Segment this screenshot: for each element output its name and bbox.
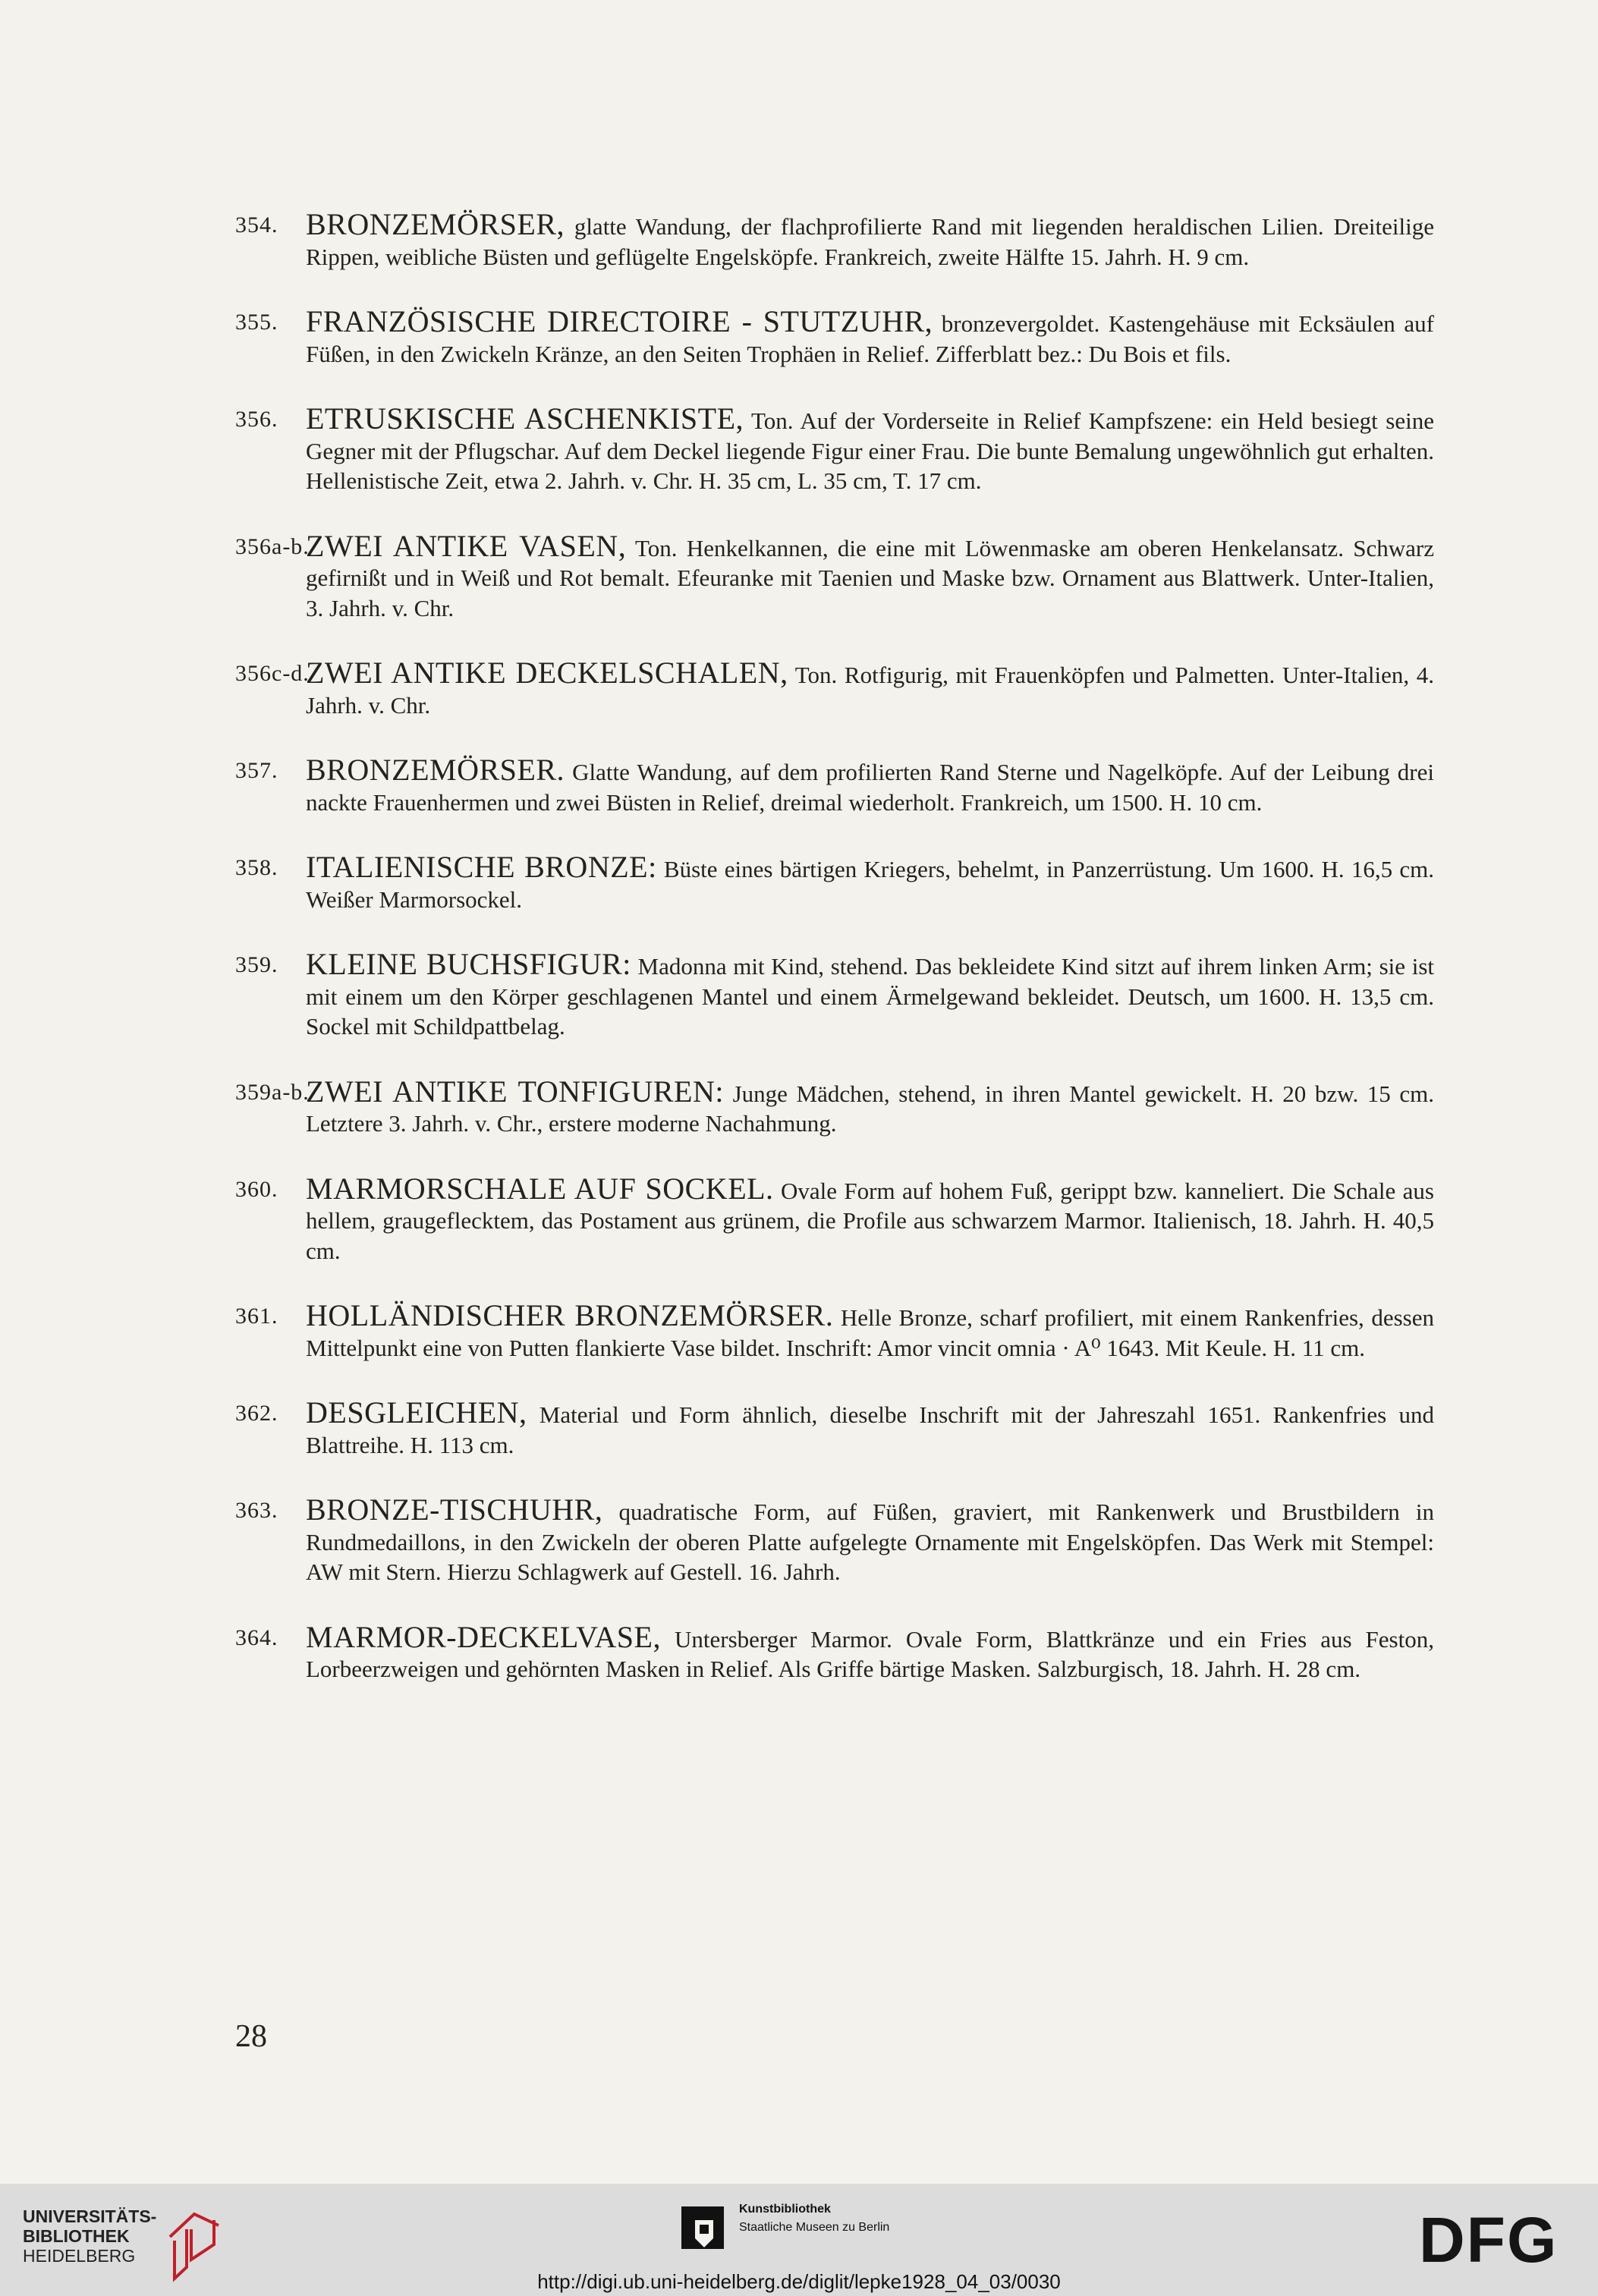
- kb-line-2: Staatliche Museen zu Berlin: [739, 2221, 890, 2234]
- lot-description: quadratische Form, auf Füßen, graviert, mit Rankenwerk und Brustbildern in Rundmedaillons, in den Zwickeln der oberen Platte aufgelegte Ornamente mit Engelsköpfen. Das Werk mit Stempel: AW mit Stern. Hierzu Schlagwerk auf Gestell. 16. Jahrh.: [306, 1499, 1434, 1585]
- lot-description: glatte Wandung, der flachprofilierte Rand mit liegenden heraldischen Lilien. Dreiteilige Rippen, weibliche Büsten und geflügelte Engelsköpfe. Frankreich, zweite Hälfte 15. Jahrh. H. 9 cm.: [306, 213, 1434, 270]
- lot-number: 359.: [235, 952, 278, 977]
- lot-number: 356a-b.: [235, 533, 310, 559]
- lot-number: 357.: [235, 758, 278, 783]
- kunstbibliothek-name: [739, 2200, 889, 2237]
- catalog-entry: [235, 1298, 1434, 1363]
- page-number: 28: [235, 2019, 267, 2054]
- lot-description: Ton. Henkelkannen, die eine mit Löwenmaske am oberen Henkelansatz. Schwarz gefirnißt und in Weiß und Rot bemalt. Efeuranke mit Taenien und Maske bzw. Ornament aus Blattwerk. Unter-Italien, 3. Jahrh. v. Chr.: [306, 534, 1434, 621]
- permalink-url[interactable]: http://digi.ub.uni-heidelberg.de/diglit/lepke1928_04_03/0030: [537, 2270, 1061, 2293]
- ub-line-1: UNIVERSITÄTS-: [23, 2206, 157, 2226]
- lot-title: FRANZÖSISCHE DIRECTOIRE - STUTZUHR,: [306, 304, 933, 338]
- catalog-entry: [235, 1395, 1434, 1460]
- catalog-entry: [235, 949, 1434, 1042]
- lot-number: 359a-b.: [235, 1079, 310, 1105]
- dfg-logo[interactable]: DFG: [1419, 2204, 1559, 2276]
- lot-number: 356.: [235, 407, 278, 432]
- kb-line-1: Kunstbibliothek: [739, 2203, 831, 2216]
- university-library-name: [23, 2206, 156, 2266]
- lot-description: Glatte Wandung, auf dem profilierten Rand Sterne und Nagelköpfe. Auf der Leibung drei nackte Frauenhermen und zwei Büsten in Relief, dreimal wiederholt. Frankreich, um 1500. H. 10 cm.: [306, 759, 1434, 816]
- catalog-entry: [235, 1171, 1434, 1266]
- catalog-entry: [235, 528, 1434, 624]
- lot-number: 362.: [235, 1401, 278, 1426]
- catalog-entry: [235, 1074, 1435, 1139]
- lot-title: ITALIENISCHE BRONZE:: [306, 850, 657, 884]
- ub-line-3: HEIDELBERG: [23, 2246, 136, 2266]
- catalog-entry: [235, 209, 1434, 272]
- lot-description: Helle Bronze, scharf profiliert, mit einem Rankenfries, dessen Mittelpunkt eine von Putten flankierte Vase bildet. Inschrift: Amor vincit omnia · A⁰ 1643. Mit Keule. H. 11 cm.: [306, 1304, 1434, 1361]
- catalog-entry: [235, 755, 1434, 817]
- lot-title: DESGLEICHEN,: [306, 1395, 527, 1429]
- lot-number: 361.: [235, 1304, 278, 1329]
- lot-title: ZWEI ANTIKE VASEN,: [306, 528, 627, 563]
- lot-description: bronzevergoldet. Kastengehäuse mit Ecksäulen auf Füßen, in den Zwickeln Kränze, an den Seiten Trophäen in Relief. Zifferblatt bez.: Du Bois et fils.: [306, 310, 1434, 367]
- lot-number: 355.: [235, 310, 278, 335]
- lot-title: ETRUSKISCHE ASCHENKISTE,: [306, 401, 744, 436]
- kunstbibliothek-emblem-icon: [680, 2205, 728, 2254]
- lot-number: 358.: [235, 855, 278, 880]
- lot-title: BRONZE-TISCHUHR,: [306, 1492, 603, 1527]
- viewer-footer: [0, 2184, 1598, 2296]
- lot-title: ZWEI ANTIKE TONFIGUREN:: [306, 1074, 724, 1109]
- lot-title: MARMOR-DECKELVASE,: [306, 1619, 661, 1654]
- lot-title: KLEINE BUCHSFIGUR:: [306, 947, 631, 981]
- ub-line-2: BIBLIOTHEK: [23, 2226, 130, 2246]
- lot-description: Ton. Rotfigurig, mit Frauenköpfen und Palmetten. Unter-Italien, 4. Jahrh. v. Chr.: [306, 662, 1434, 719]
- kunstbibliothek-logo[interactable]: [680, 2199, 953, 2260]
- lot-number: 364.: [235, 1624, 278, 1650]
- lot-description: Material und Form ähnlich, dieselbe Inschrift mit der Jahreszahl 1651. Rankenfries und Blattreihe. H. 113 cm.: [306, 1401, 1434, 1458]
- lot-number: 363.: [235, 1498, 278, 1523]
- catalog-entry: [235, 1492, 1434, 1587]
- lot-description: Ton. Auf der Vorderseite in Relief Kampfszene: ein Held besiegt seine Gegner mit der Pflugschar. Auf dem Deckel liegende Figur einer Frau. Die bunte Bemalung ungewöhnlich gut erhalten. Hellenistische Zeit, etwa 2. Jahrh. v. Chr. H. 35 cm, L. 35 cm, T. 17 cm.: [306, 407, 1434, 494]
- catalog-entry: [235, 852, 1434, 914]
- catalog-entry: [235, 304, 1434, 369]
- lot-description: Untersberger Marmor. Ovale Form, Blattkränze und ein Fries aus Feston, Lorbeerzweigen und gehörnten Masken in Relief. Als Griffe bärtige Masken. Salzburgisch, 18. Jahrh. H. 28 cm.: [306, 1625, 1434, 1682]
- catalog-entry: [235, 1619, 1434, 1684]
- catalog-entry: [235, 401, 1434, 496]
- lot-title: MARMORSCHALE AUF SOCKEL.: [306, 1171, 774, 1206]
- lot-description: Ovale Form auf hohem Fuß, gerippt bzw. kanneliert. Die Schale aus hellem, graugeflecktem, das Postament aus grünem, die Profile aus schwarzem Marmor. Italienisch, 18. Jahrh. H. 40,5 cm.: [306, 1177, 1434, 1264]
- catalog-entries: [235, 209, 1434, 1719]
- lot-title: HOLLÄNDISCHER BRONZEMÖRSER.: [306, 1298, 834, 1332]
- lot-title: BRONZEMÖRSER,: [306, 207, 565, 241]
- lot-description: Junge Mädchen, stehend, in ihren Mantel gewickelt. H. 20 bzw. 15 cm. Letztere 3. Jahrh. v. Chr., erstere moderne Nachahmung.: [306, 1080, 1435, 1137]
- lot-number: 354.: [235, 212, 278, 237]
- lot-title: BRONZEMÖRSER.: [306, 753, 565, 787]
- lot-title: ZWEI ANTIKE DECKELSCHALEN,: [306, 656, 788, 690]
- lot-number: 360.: [235, 1176, 278, 1202]
- lot-description: Büste eines bärtigen Kriegers, behelmt, in Panzerrüstung. Um 1600. H. 16,5 cm. Weißer Marmorsockel.: [306, 856, 1434, 913]
- lot-description: Madonna mit Kind, stehend. Das bekleidete Kind sitzt auf ihrem linken Arm; sie ist mit einem um den Körper geschlagenen Mantel und einem Ärmelgewand bekleidet. Deutsch, um 1600. H. 13,5 cm. Sockel mit Schildpattbelag.: [306, 953, 1434, 1039]
- catalog-entry: [235, 658, 1434, 720]
- lot-number: 356c-d.: [235, 661, 310, 686]
